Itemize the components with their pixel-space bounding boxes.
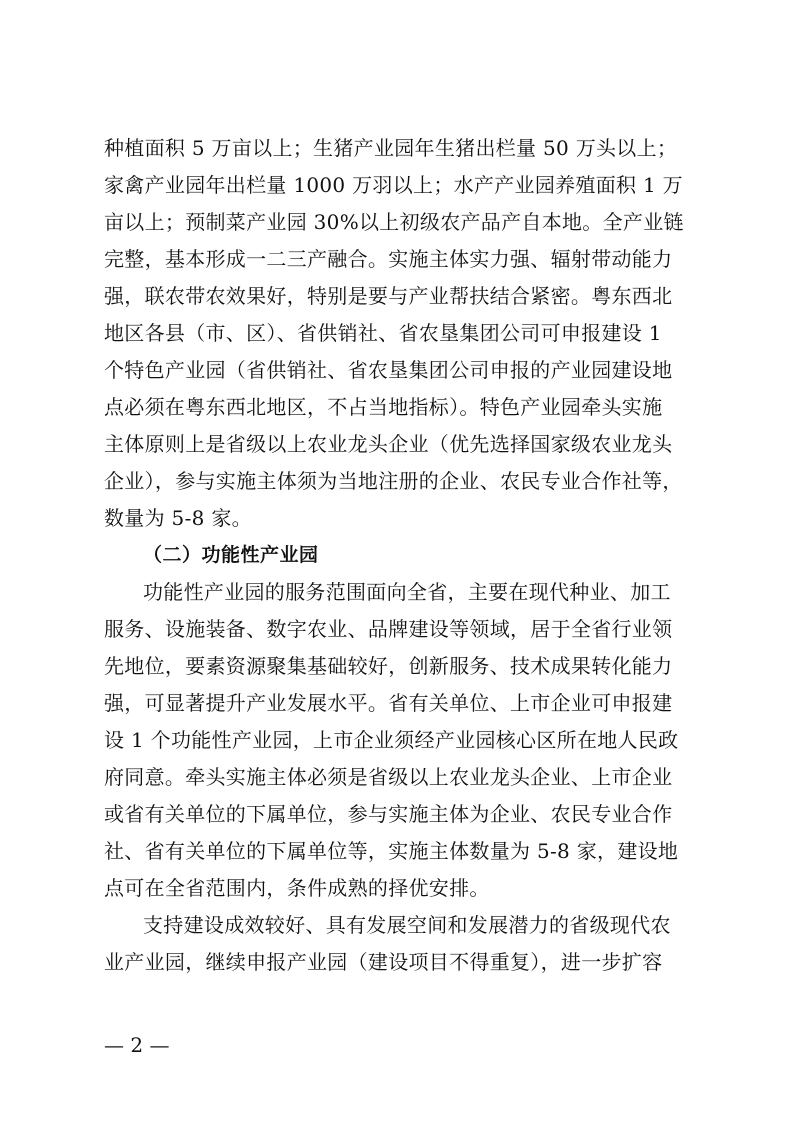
body-text-line: 业产业园，继续申报产业园（建设项目不得重复），进一步扩容 — [104, 950, 663, 974]
body-text-line: 数量为 5-8 家。 — [104, 506, 252, 530]
body-text-line: 服务、设施装备、数字农业、品牌建设等领域，居于全省行业领 — [104, 617, 673, 641]
body-text-line: 完整，基本形成一二三产融合。实施主体实力强、辐射带动能力 — [104, 247, 673, 271]
body-text-line: 点可在全省范围内，条件成熟的择优安排。 — [104, 876, 490, 900]
body-text-line: 个特色产业园（省供销社、省农垦集团公司申报的产业园建设地 — [104, 358, 673, 382]
body-text-line: 强，联农带农效果好，特别是要与产业帮扶结合紧密。粤东西北 — [104, 284, 673, 308]
body-text-line: 先地位，要素资源聚集基础较好，创新服务、技术成果转化能力 — [104, 654, 673, 678]
body-text-line: 亩以上；预制菜产业园 30%以上初级农产品产自本地。全产业链 — [104, 210, 684, 234]
body-text-line: 府同意。牵头实施主体必须是省级以上农业龙头企业、上市企业 — [104, 765, 673, 789]
body-text-line: 功能性产业园的服务范围面向全省，主要在现代种业、加工 — [143, 580, 671, 604]
body-text-line: 设 1 个功能性产业园，上市企业须经产业园核心区所在地人民政 — [104, 728, 679, 752]
body-text-line: 企业），参与实施主体须为当地注册的企业、农民专业合作社等， — [104, 469, 683, 493]
body-text-line: 主体原则上是省级以上农业龙头企业（优先选择国家级农业龙头 — [104, 432, 673, 456]
body-text-line: 点必须在粤东西北地区，不占当地指标）。特色产业园牵头实施 — [104, 395, 663, 419]
body-text-line: 种植面积 5 万亩以上；生猪产业园年生猪出栏量 50 万头以上； — [104, 136, 678, 160]
body-text-line: 地区各县（市、区）、省供销社、省农垦集团公司可申报建设 1 — [104, 321, 662, 345]
body-text-line: 或省有关单位的下属单位，参与实施主体为企业、农民专业合作 — [104, 802, 673, 826]
body-text-line: 社、省有关单位的下属单位等，实施主体数量为 5-8 家，建设地 — [104, 839, 679, 863]
page-number: — 2 — — [104, 1033, 170, 1057]
body-text-line: 强，可显著提升产业发展水平。省有关单位、上市企业可申报建 — [104, 691, 673, 715]
section-heading: （二）功能性产业园 — [143, 544, 319, 566]
body-text-line: 支持建设成效较好、具有发展空间和发展潜力的省级现代农 — [143, 913, 671, 937]
body-text-line: 家禽产业园年出栏量 1000 万羽以上；水产产业园养殖面积 1 万 — [104, 173, 683, 197]
